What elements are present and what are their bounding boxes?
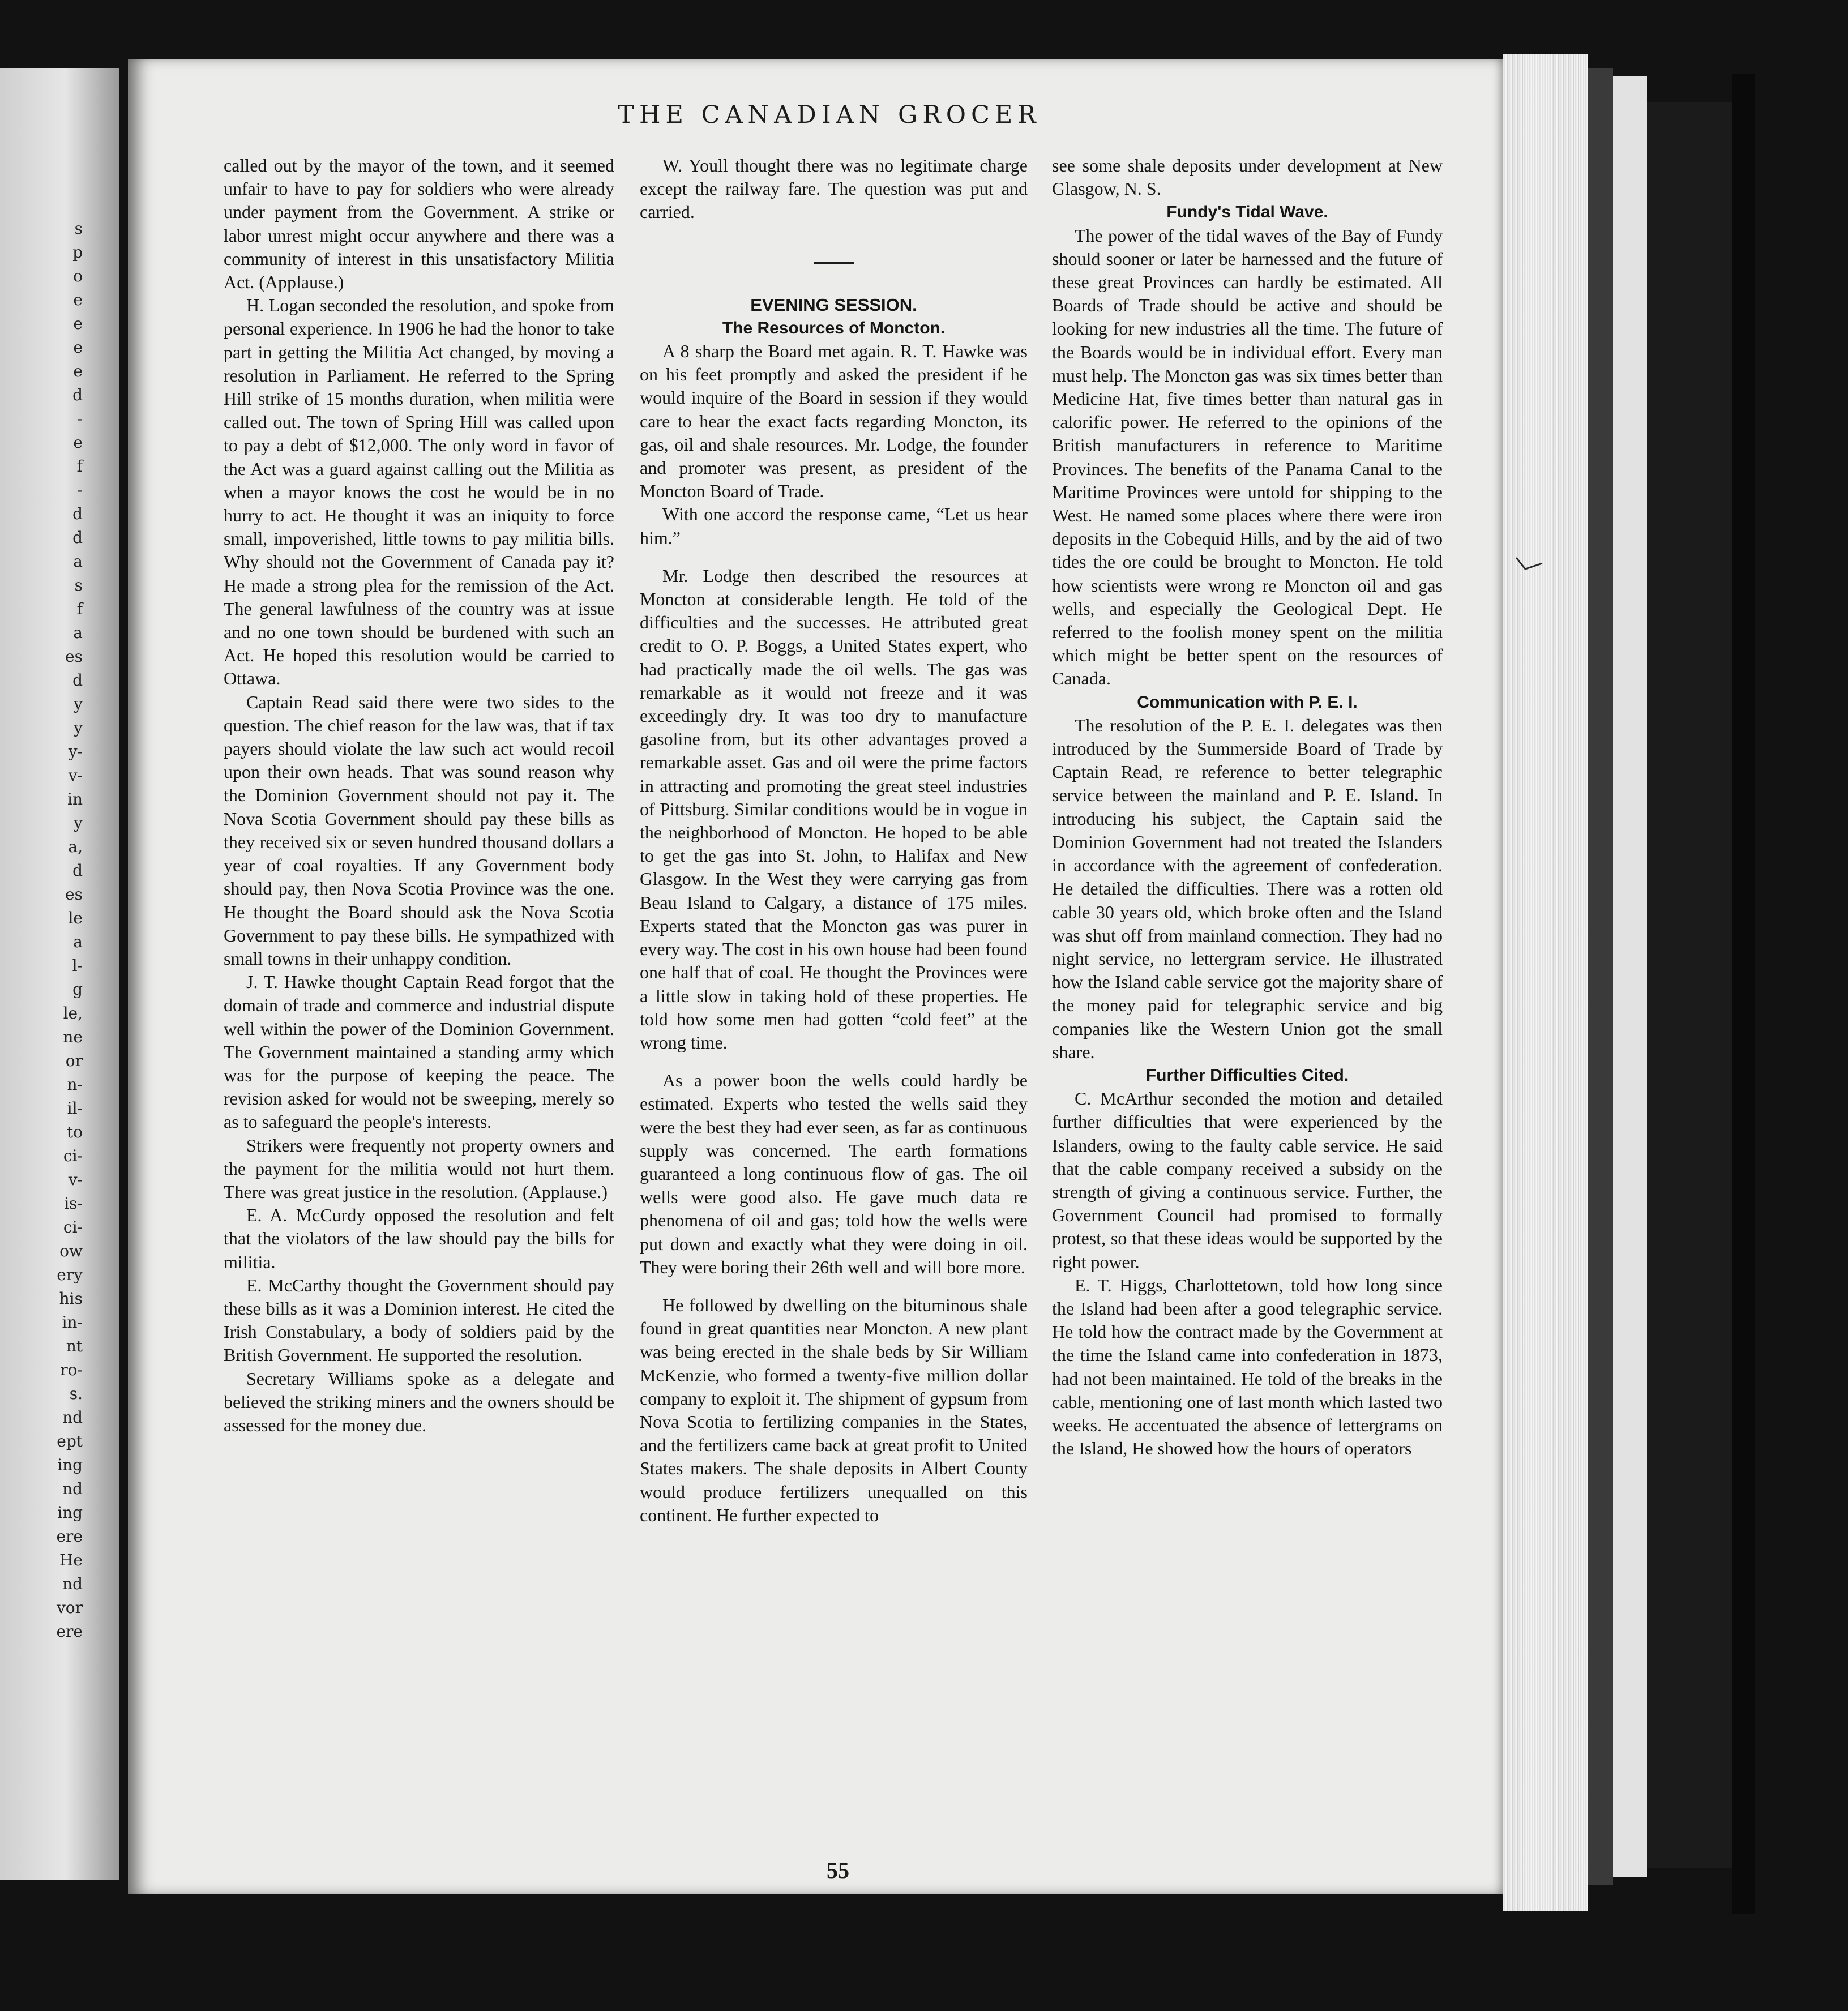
facing-page-fragment: d	[72, 504, 83, 523]
facing-page-fragment: es	[65, 647, 83, 666]
facing-page-fragment: ci-	[63, 1218, 83, 1236]
facing-page-fragment: y	[74, 695, 83, 713]
facing-page-fragment: ci-	[63, 1146, 83, 1165]
page-edge-shadow	[1588, 68, 1613, 1885]
facing-page-fragment: ing	[57, 1456, 83, 1474]
facing-page-fragment: a	[73, 623, 83, 642]
facing-page-fragment: or	[65, 1051, 83, 1070]
facing-page-fragment: e	[73, 314, 83, 333]
facing-page-fragment: his	[59, 1289, 83, 1308]
book-spine	[1732, 74, 1755, 1914]
facing-page-fragment: is-	[64, 1194, 83, 1213]
subheading: Fundy's Tidal Wave.	[1166, 203, 1328, 222]
paragraph: C. McArthur seconded the motion and detailed further difficulties that were experienced by the Islanders, owing to the faulty cable service. He said that the cable company received a subsidy on the strength of giving a continuous service. Further, the Government Council had promised to formally protest, so that these ideas would be supported by the right power.	[1052, 1088, 1443, 1272]
facing-page-fragment: nt	[66, 1337, 83, 1355]
facing-page-fragment: nd	[62, 1479, 83, 1498]
paragraph-gap	[640, 1054, 1028, 1069]
facing-page-fragment: f	[76, 457, 83, 476]
facing-page-fragment: le,	[63, 1004, 83, 1022]
facing-page-fragment: v-	[68, 766, 83, 785]
facing-page-fragment: in-	[62, 1313, 83, 1332]
paragraph: The resolution of the P. E. I. delegates was then introduced by the Summerside Board of Trade by Captain Read, re reference to better telegraphic service between the mainland and P. E. Island. In introducing his subject, the Captain said the Dominion Government had not treated the Islanders in accordance with the agreement of confederation. He detailed the difficulties. There was a rotten old cable 30 years old, which broke often and the Island was shut off from mainland connection. They had no night service, no lettergram service. He illustrated how the Island cable service got the majority share of the money paid for telegraphic service and big companies like the Western Union got the small share.	[1052, 714, 1443, 1062]
page-number: 55	[827, 1858, 849, 1883]
facing-page-fragment: ing	[57, 1503, 83, 1522]
page-edge-stack	[1503, 54, 1588, 1911]
paragraph: He followed by dwelling on the bituminous shale found in great quantities near Moncton. A new plant was being erected in the shale beds by Sir William McKenzie, who formed a twenty-five million dollar company to exploit it. The shipment of gypsum from Nova Scotia to fertilizing companies in the States, and the fertilizers came back at great profit to United States makers. The shale deposits in Albert County would produce fertilizers unequalled on this continent. He further expected to	[640, 1294, 1028, 1525]
facing-page-fragment: il-	[67, 1099, 83, 1118]
facing-page-fragment: He	[59, 1551, 83, 1569]
text-column-1	[224, 154, 614, 1437]
paragraph: Secretary Williams spoke as a delegate and believed the striking miners and the owners should be assessed for the money due.	[224, 1368, 614, 1435]
facing-page-edge	[0, 68, 119, 1880]
paragraph: called out by the mayor of the town, and it seemed unfair to have to pay for soldiers who were already under payment from the Government. A strike or labor unrest might occur anywhere and there was a community of interest in this unsatisfactory Militia Act. (Applause.)	[224, 155, 614, 293]
paragraph: The power of the tidal waves of the Bay of Fundy should sooner or later be harnessed and the future of these great Provinces can hardly be estimated. All Boards of Trade should be active and should be looking for new industries all the time. The future of the Boards would be in individual effort. Every man must help. The Moncton gas was six times better than Medicine Hat, five times better than natural gas in calorific power. He referred to the opinions of the British manufacturers in reference to Maritime Provinces. The benefits of the Panama Canal to the Maritime Provinces were untold for shipping to the West. He named some places where there were iron deposits in the Cobequid Hills, and by the aid of two tides the ore could be brought to Moncton. He told how scientists were wrong re Moncton oil and gas wells, and especially the Geological Dept. He referred to the foolish money spent on the militia which might be better spent on the resources of Canada.	[1052, 225, 1443, 689]
facing-page-fragment: -	[77, 481, 83, 499]
running-header: THE CANADIAN GROCER	[618, 101, 1041, 129]
facing-page-fragment: l-	[72, 956, 83, 975]
facing-page-fragment: nd	[62, 1574, 83, 1593]
facing-page-fragment: ere	[56, 1622, 83, 1641]
facing-page-fragment: e	[73, 433, 83, 452]
facing-page-text-fragments	[0, 221, 85, 1948]
facing-page-fragment: le	[68, 909, 83, 927]
pencil-check-mark	[1513, 546, 1547, 580]
facing-page-fragment: in	[67, 790, 83, 808]
facing-page-fragment: d	[72, 386, 83, 404]
facing-page-fragment: e	[73, 362, 83, 380]
paragraph: Strikers were frequently not property owners and the payment for the militia would not hurt them. There was great justice in the resolution. (Applause.)	[224, 1135, 614, 1202]
facing-page-fragment: g	[72, 980, 83, 999]
facing-page-fragment: ne	[63, 1028, 83, 1046]
facing-page-fragment: ro-	[60, 1360, 83, 1379]
paragraph: A 8 sharp the Board met again. R. T. Hawke was on his feet promptly and asked the president if he would inquire of the Board in session if they would care to hear the exact facts regarding Moncton, its gas, oil and shale resources. Mr. Lodge, the founder and promoter was present, as president of the Moncton Board of Trade.	[640, 341, 1028, 502]
facing-page-fragment: a	[73, 552, 83, 571]
paragraph: W. Youll thought there was no legitimate charge except the railway fare. The question was put and carried.	[640, 155, 1028, 223]
facing-page-fragment: to	[66, 1123, 83, 1141]
text-column-2	[640, 154, 1028, 1527]
book-back-shadow	[1647, 102, 1732, 1868]
paragraph: Mr. Lodge then described the resources at Moncton at considerable length. He told of the difficulties and the successes. He attributed great credit to O. P. Boggs, a United States expert, who had practically made the oil wells. The gas was remarkable as it would not freeze and it was exceedingly dry. It was too dry to manufacture gasoline from, but its other advantages proved a remarkable asset. Gas and oil were the prime factors in attracting and promoting the great steel industries of Pittsburg. Similar conditions would be in vogue in the neighborhood of Moncton. He hoped to be able to get the gas into St. John, to Halifax and New Glasgow. In the West they were carrying gas from Beau Island to Calgary, a distance of 175 miles. Experts stated that the Moncton gas was purer in every way. The cost in his own house had been found one half that of coal. He thought the Provinces were a little slow in taking hold of these properties. He told how some men had gotten “cold feet” at the wrong time.	[640, 565, 1028, 1052]
facing-page-fragment: a	[73, 932, 83, 951]
facing-page-fragment: v-	[68, 1170, 83, 1189]
paragraph: Captain Read said there were two sides to the question. The chief reason for the law was, that if tax payers should violate the law such act would recoil upon their own heads. That was sound reason why the Dominion Government should not pay it. The Nova Scotia Government should pay these bills as they received six or seven hundred thousand dollars a year of coal royalties. If any Government body should pay, then Nova Scotia Province was the one. He thought the Board should ask the Nova Scotia Government to pay these bills. He sympathized with small towns in their unhappy condition.	[224, 691, 614, 969]
facing-page-fragment: y-	[68, 742, 83, 761]
paragraph-gap	[640, 550, 1028, 564]
facing-page-fragment: ere	[56, 1527, 83, 1546]
paragraph: J. T. Hawke thought Captain Read forgot that the domain of trade and commerce and industrial dispute well within the power of the Dominion Government. The Government maintained a standing army which was for the purpose of keeping the peace. The revision asked for would not be sweeping, merely so as to safeguard the people's interests.	[224, 972, 614, 1132]
facing-page-fragment: o	[73, 267, 83, 285]
facing-page-fragment: d	[72, 671, 83, 690]
paragraph-gap	[640, 1279, 1028, 1294]
facing-page-fragment: a,	[68, 837, 83, 856]
facing-page-fragment: ept	[57, 1432, 83, 1451]
section-heading: EVENING SESSION.	[750, 294, 917, 315]
text-column-3	[1052, 154, 1443, 1460]
facing-page-fragment: ow	[59, 1242, 83, 1260]
subheading: Communication with P. E. I.	[1137, 692, 1358, 712]
facing-page-fragment: y	[74, 718, 83, 737]
paragraph: E. T. Higgs, Charlottetown, told how long since the Island had been after a good telegraphic service. He told how the contract made by the Government at the time the Island came into confederation in 1873, had not been maintained. He told of the breaks in the cable, mentioning one of last month which lasted two weeks. He accentuated the absence of lettergrams on the Island, He showed how the hours of operators	[1052, 1274, 1443, 1459]
facing-page-fragment: d	[72, 528, 83, 547]
facing-page-fragment: f	[76, 600, 83, 618]
facing-page-fragment: vor	[56, 1598, 83, 1617]
paragraph: As a power boon the wells could hardly be estimated. Experts who tested the wells said they were the best they had ever seen, as far as continuous supply was concerned. The earth formations guaranteed a long continuous flow of gas. The oil wells were good also. He gave much data re phenomena of oil and gas; told how the wells were put down and exactly what they were doing in oil. They were boring their 26th well and will bore more.	[640, 1070, 1028, 1277]
facing-page-fragment: d	[72, 861, 83, 880]
facing-page-fragment: y	[74, 814, 83, 832]
section-rule	[814, 262, 854, 264]
facing-page-fragment: -	[77, 409, 83, 428]
paragraph: E. A. McCurdy opposed the resolution and felt that the violators of the law should pay the bills for militia.	[224, 1205, 614, 1272]
paragraph: With one accord the response came, “Let us hear him.”	[640, 504, 1028, 548]
facing-page-fragment: e	[73, 338, 83, 357]
facing-page-fragment: s	[74, 221, 83, 238]
subheading: The Resources of Moncton.	[722, 318, 946, 337]
book-cover-strip	[1613, 76, 1647, 1877]
facing-page-fragment: nd	[62, 1408, 83, 1427]
facing-page-fragment: e	[73, 290, 83, 309]
paragraph: E. McCarthy thought the Government should pay these bills as it was a Dominion interest. He cited the Irish Constabulary, a body of soldiers paid by the British Government. He supported the resolution.	[224, 1274, 614, 1366]
facing-page-fragment: s.	[69, 1384, 83, 1403]
subheading: Further Difficulties Cited.	[1145, 1066, 1349, 1085]
paragraph: H. Logan seconded the resolution, and spoke from personal experience. In 1906 he had the honor to take part in getting the Militia Act changed, by moving a resolution in Parliament. He referred to the Spring Hill strike of 15 months duration, when militia were called out. The town of Spring Hill was called upon to pay a debt of $12,000. The only word in favor of the Act was a guard against calling out the Militia as when a mayor knows the cost he would be in no hurry to act. He thought it was an iniquity to force small, impoverished, little towns to pay militia bills. Why should not the Government of Canada pay it? He made a strong plea for the remission of the Act. The general lawfulness of the country was at issue and no one town should be burdened with such an Act. He hoped this resolution would be carried to Ottawa.	[224, 295, 614, 689]
paragraph: see some shale deposits under development at New Glasgow, N. S.	[1052, 155, 1443, 199]
facing-page-fragment: ery	[57, 1265, 83, 1284]
facing-page-fragment: es	[65, 885, 83, 904]
facing-page-fragment: s	[74, 576, 83, 594]
facing-page-fragment: p	[72, 243, 83, 262]
facing-page-fragment: n-	[67, 1075, 83, 1094]
